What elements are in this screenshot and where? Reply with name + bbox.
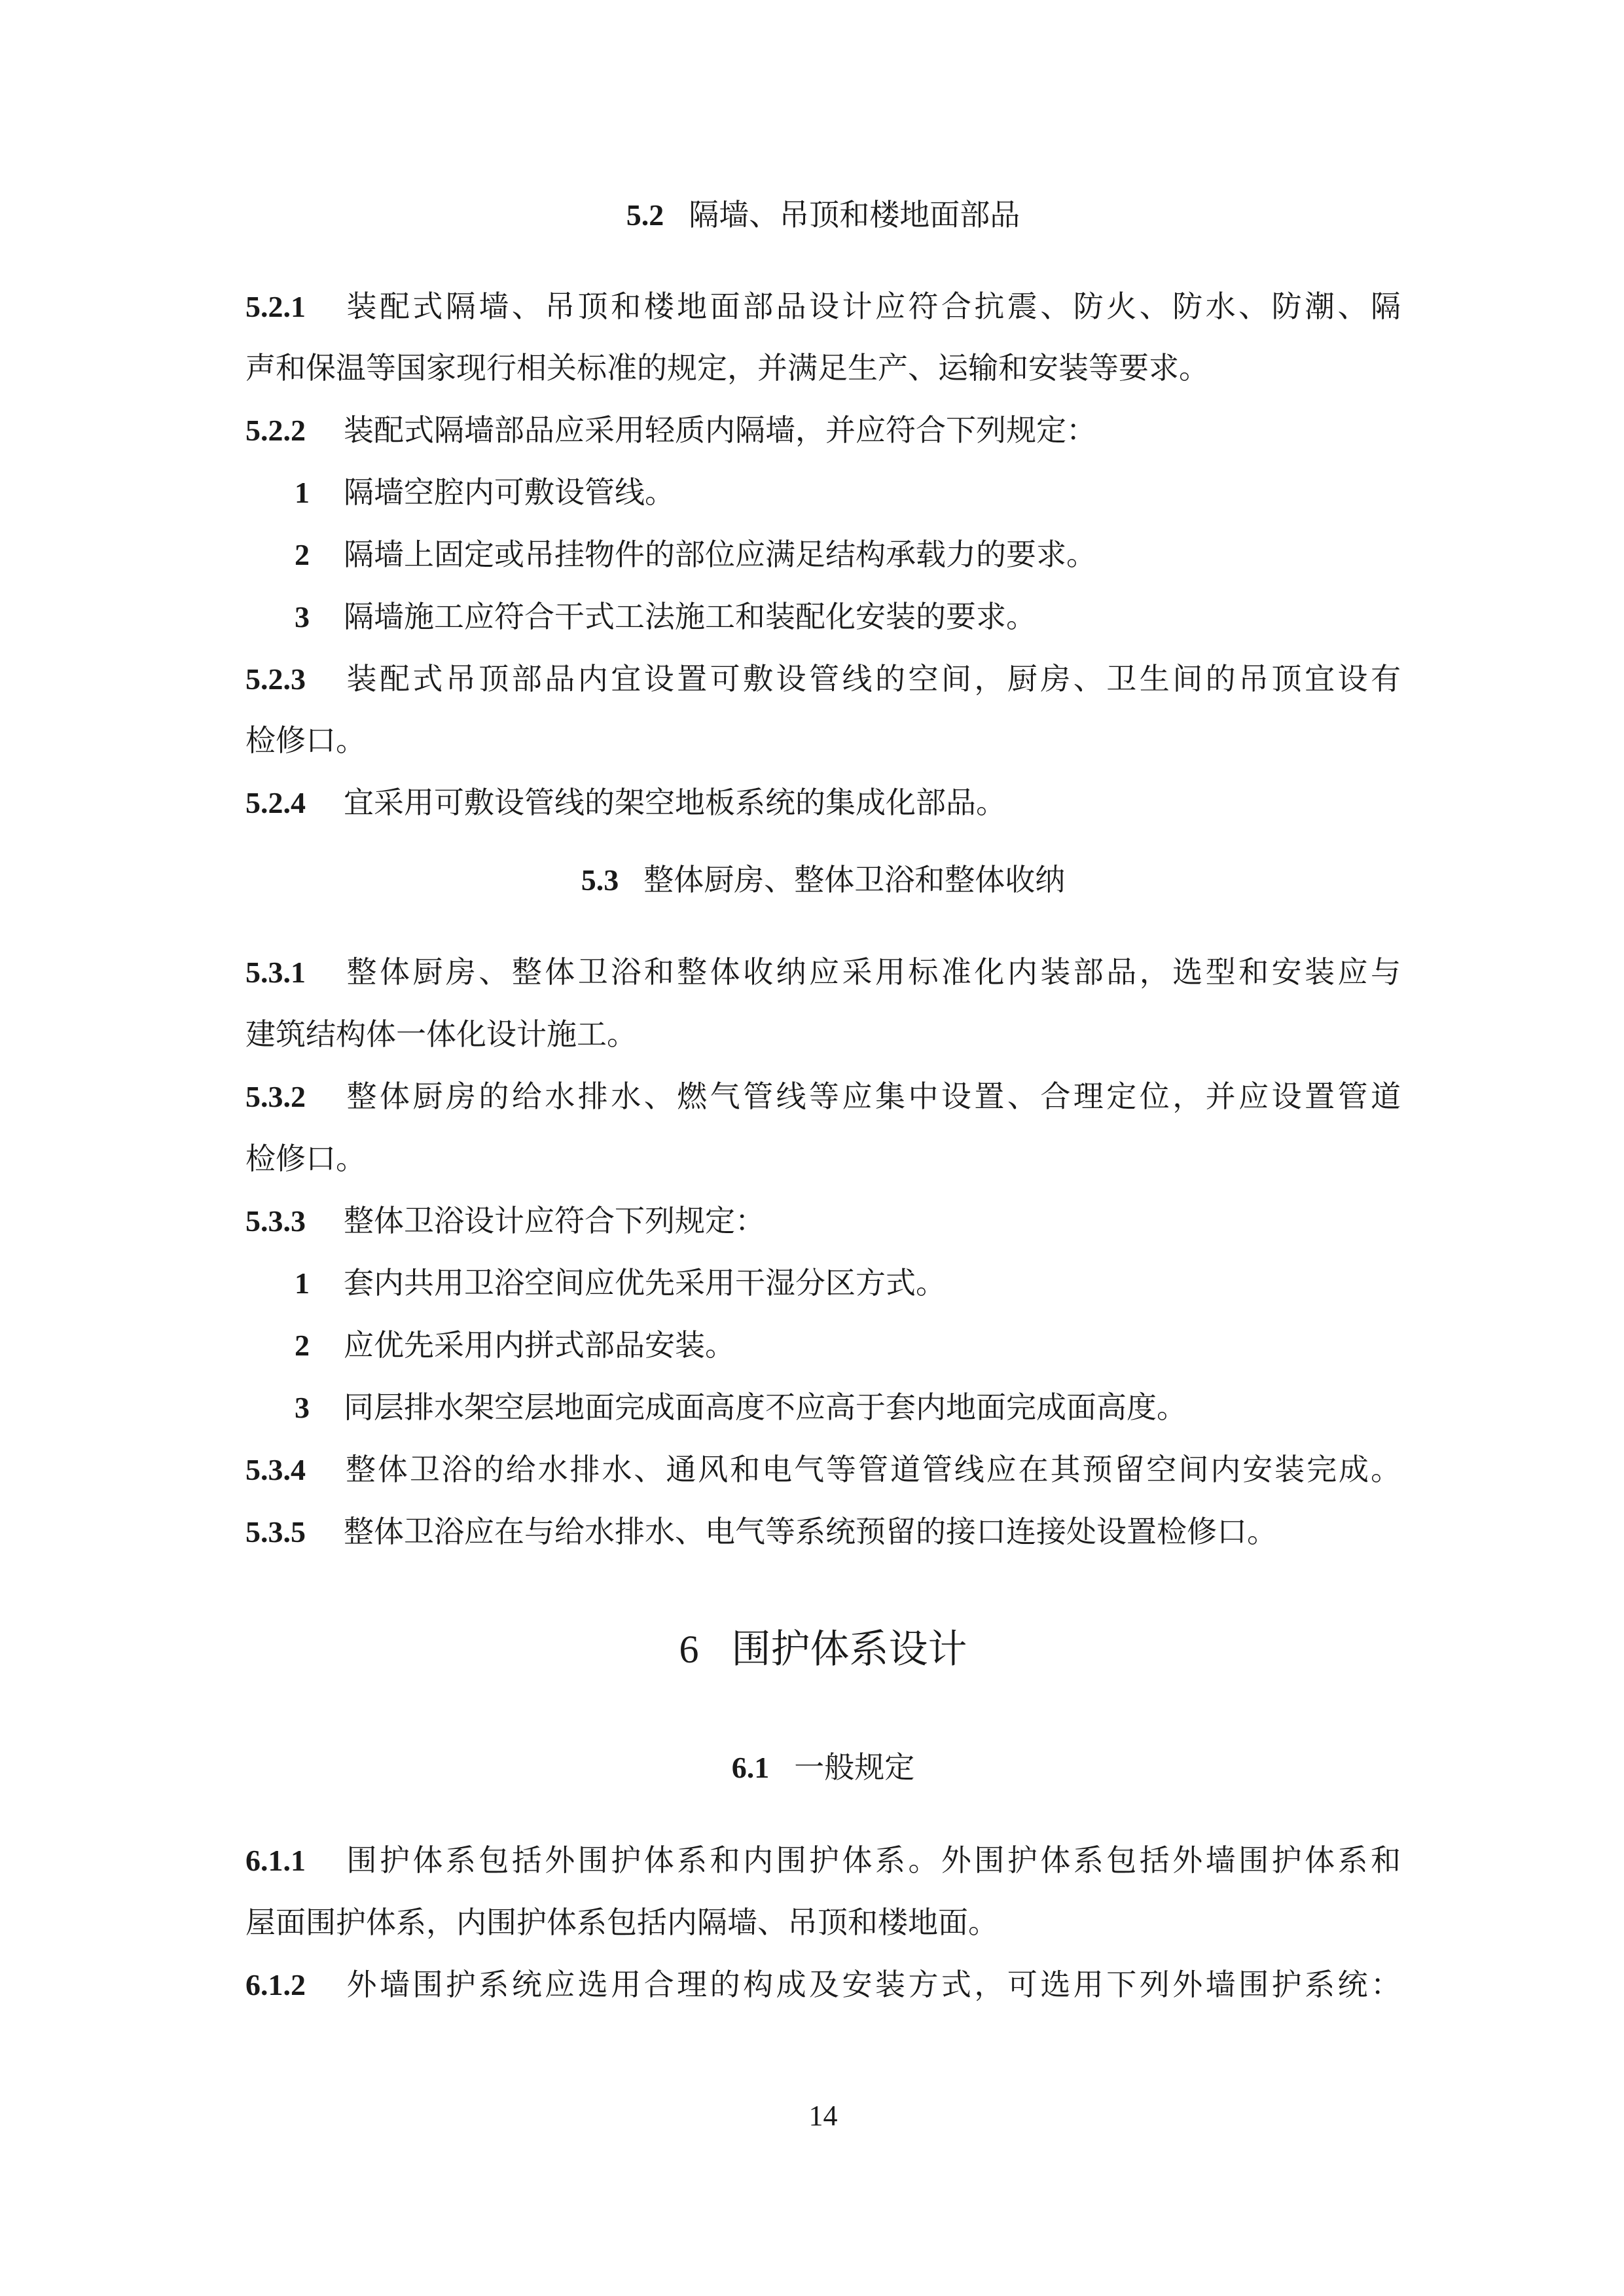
clause-5-2-1-line1: 5.2.1 装配式隔墙、吊顶和楼地面部品设计应符合抗震、防火、防水、防潮、隔 <box>245 289 1401 324</box>
clause-5-3-1-line2: 建筑结构体一体化设计施工。 <box>245 1016 637 1052</box>
clause-5-2-2-item-3: 3 隔墙施工应符合干式工法施工和装配化安装的要求。 <box>295 599 1036 634</box>
clause-5-2-2-item-2: 2 隔墙上固定或吊挂物件的部位应满足结构承载力的要求。 <box>295 537 1096 572</box>
section-heading-6-1: 6.1 一般规定 <box>731 1749 915 1785</box>
clause-5-3-2-line2: 检修口。 <box>245 1141 366 1176</box>
clause-5-3-3: 5.3.3 整体卫浴设计应符合下列规定： <box>245 1203 765 1238</box>
clause-6-1-2: 6.1.2 外墙围护系统应选用合理的构成及安装方式，可选用下列外墙围护系统： <box>245 1967 1401 2002</box>
clause-6-1-1-line1: 6.1.1 围护体系包括外围护体系和内围护体系。外围护体系包括外墙围护体系和 <box>245 1842 1401 1878</box>
chapter-heading-6: 6 围护体系设计 <box>679 1626 967 1672</box>
clause-5-2-3-line1: 5.2.3 装配式吊顶部品内宜设置可敷设管线的空间，厨房、卫生间的吊顶宜设有 <box>245 661 1401 696</box>
clause-5-2-2: 5.2.2 装配式隔墙部品应采用轻质内隔墙，并应符合下列规定： <box>245 412 1096 448</box>
clause-5-2-1-line2: 声和保温等国家现行相关标准的规定，并满足生产、运输和安装等要求。 <box>245 350 1209 386</box>
section-heading-5-2: 5.2 隔墙、吊顶和楼地面部品 <box>626 197 1020 232</box>
page-number: 14 <box>808 2100 838 2132</box>
clause-5-2-3-line2: 检修口。 <box>245 723 366 758</box>
clause-5-3-5: 5.3.5 整体卫浴应在与给水排水、电气等系统预留的接口连接处设置检修口。 <box>245 1514 1277 1549</box>
clause-5-2-4: 5.2.4 宜采用可敷设管线的架空地板系统的集成化部品。 <box>245 785 1006 820</box>
clause-5-3-3-item-2: 2 应优先采用内拼式部品安装。 <box>295 1327 735 1363</box>
clause-5-3-4: 5.3.4 整体卫浴的给水排水、通风和电气等管道管线应在其预留空间内安装完成。 <box>245 1452 1401 1487</box>
section-heading-5-3: 5.3 整体厨房、整体卫浴和整体收纳 <box>581 862 1066 897</box>
clause-5-3-3-item-1: 1 套内共用卫浴空间应优先采用干湿分区方式。 <box>295 1265 946 1300</box>
clause-5-2-2-item-1: 1 隔墙空腔内可敷设管线。 <box>295 475 675 510</box>
document-page <box>245 0 1401 2296</box>
clause-5-3-1-line1: 5.3.1 整体厨房、整体卫浴和整体收纳应采用标准化内装部品，选型和安装应与 <box>245 954 1401 990</box>
clause-5-3-2-line1: 5.3.2 整体厨房的给水排水、燃气管线等应集中设置、合理定位，并应设置管道 <box>245 1079 1401 1114</box>
clause-5-3-3-item-3: 3 同层排水架空层地面完成面高度不应高于套内地面完成面高度。 <box>295 1390 1187 1425</box>
clause-6-1-1-line2: 屋面围护体系，内围护体系包括内隔墙、吊顶和楼地面。 <box>245 1905 998 1940</box>
